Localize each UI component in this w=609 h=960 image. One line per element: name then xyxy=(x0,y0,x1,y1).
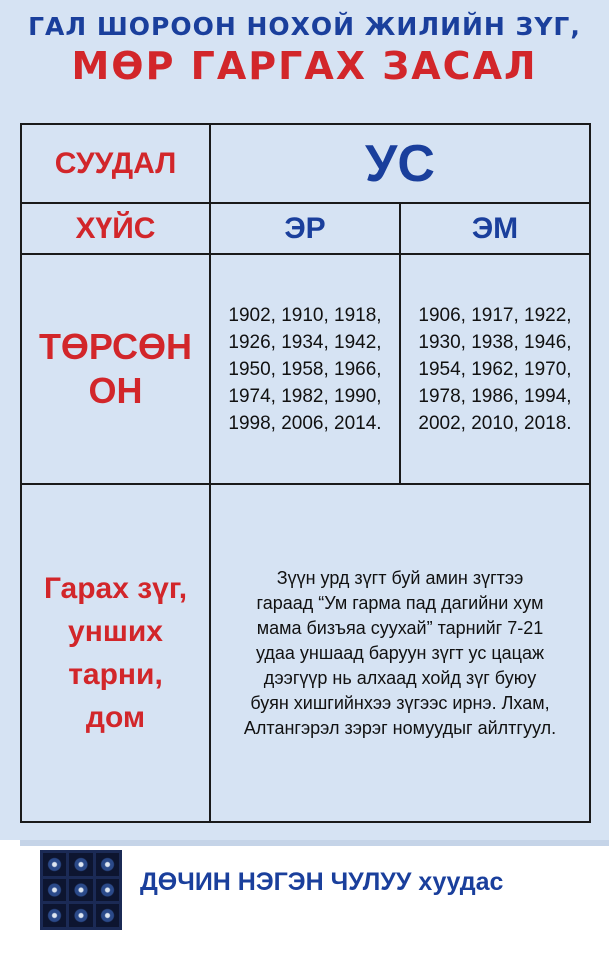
direction-label-cell xyxy=(20,483,211,823)
direction-text-cell xyxy=(209,483,591,823)
shadow-label: СУУДАЛ xyxy=(54,146,177,180)
footer-brand: ДӨЧИН НЭГЭН ЧУЛУУ хуудас xyxy=(140,868,504,896)
shadow-value: УС xyxy=(365,134,435,193)
male-label: ЭР xyxy=(284,211,326,245)
female-years-list xyxy=(418,302,571,437)
male-years-list xyxy=(228,302,381,437)
title-line-2: МӨР ГАРГАХ ЗАСАЛ xyxy=(71,44,538,88)
direction-text-line: гараад “Ум гарма пад дагийни хум xyxy=(256,592,544,613)
direction-text-line: удаа уншаад баруун зүгт ус цацаж xyxy=(255,642,545,663)
page-title xyxy=(0,12,609,88)
direction-text xyxy=(242,566,558,741)
female-years-line: 2002, 2010, 2018. xyxy=(418,412,572,434)
male-years-line: 1926, 1934, 1942, xyxy=(228,331,382,353)
shadow-value-cell xyxy=(209,123,591,204)
direction-label-line: дом xyxy=(85,701,146,734)
female-label-cell xyxy=(399,202,591,255)
info-table xyxy=(20,123,591,823)
birth-label-line-1: ТӨРСӨН xyxy=(38,326,193,367)
female-years-cell xyxy=(399,253,591,485)
title-line-1: ГАЛ ШОРООН НОХОЙ ЖИЛИЙН ЗҮГ, xyxy=(28,12,581,41)
female-years-line: 1978, 1986, 1994, xyxy=(418,385,572,407)
direction-text-line: Зүүн урд зүгт буй амин зүгтээ xyxy=(276,567,524,588)
female-years-line: 1954, 1962, 1970, xyxy=(418,358,572,380)
footer-divider xyxy=(20,840,609,846)
birth-year-label-cell xyxy=(20,253,211,485)
direction-label-line: Гарах зүг, xyxy=(43,572,188,605)
female-years-line: 1930, 1938, 1946, xyxy=(418,331,572,353)
direction-text-line: дээгүүр нь алхаад хойд зүг буюу xyxy=(263,667,537,688)
male-years-line: 1998, 2006, 2014. xyxy=(228,412,382,434)
male-years-line: 1950, 1958, 1966, xyxy=(228,358,382,380)
male-years-line: 1902, 1910, 1918, xyxy=(228,304,382,326)
direction-text-line: Алтангэрэл зэрэг номуудыг айлтгуул. xyxy=(243,717,557,738)
stones-grid-icon xyxy=(40,850,122,930)
male-years-cell xyxy=(209,253,401,485)
birth-label-line-2: ОН xyxy=(88,370,143,411)
direction-text-line: мама бизъяа суухай” тарнийг 7-21 xyxy=(256,617,544,638)
male-label-cell xyxy=(209,202,401,255)
male-years-line: 1974, 1982, 1990, xyxy=(228,385,382,407)
direction-label-line: тарни, xyxy=(68,658,163,691)
gender-label: ХҮЙС xyxy=(75,211,156,245)
female-label: ЭМ xyxy=(471,211,519,245)
gender-label-cell xyxy=(20,202,211,255)
direction-text-line: буян хишгийнхээ зүгээс ирнэ. Лхам, xyxy=(250,692,550,713)
direction-label-line: унших xyxy=(68,615,163,648)
female-years-line: 1906, 1917, 1922, xyxy=(418,304,572,326)
shadow-label-cell xyxy=(20,123,211,204)
